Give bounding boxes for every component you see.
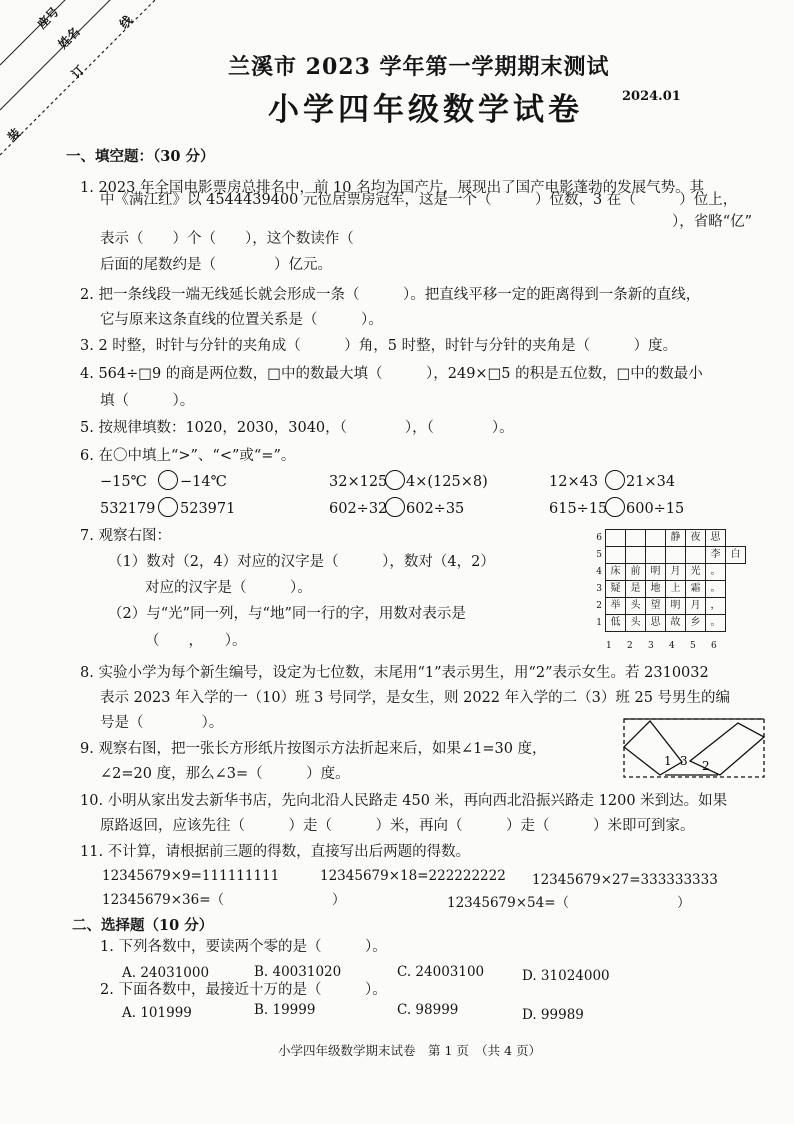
c2-option-a[interactable]: A. 101999	[122, 1005, 192, 1021]
q6-r2-c: 615÷15	[549, 501, 608, 517]
q1-line3a: 表示（ ）个（ ），这个数读作（	[100, 231, 354, 247]
grid-cell: 头	[626, 598, 646, 615]
c1-option-c[interactable]: C. 24003100	[397, 964, 485, 980]
q11-line1: 11. 不计算，请根据前三题的得数，直接写出后两题的得数。	[80, 844, 471, 860]
grid-col-label: 5	[690, 641, 696, 651]
grid-cell: 床	[606, 564, 626, 581]
q6-r2-c2: 600÷15	[626, 501, 685, 517]
q2-line1: 2. 把一条线段一端无线延长就会形成一条（ ）。把直线平移一定的距离得到一条新的直线，	[80, 287, 701, 303]
grid-cell: 前	[626, 564, 646, 581]
q6-r1-b2: 4×(125×8)	[406, 474, 488, 490]
grid-cell: 。	[706, 615, 726, 632]
fold-figure	[620, 717, 770, 783]
grid-cell: 明	[666, 598, 686, 615]
grid-cell: 低	[606, 615, 626, 632]
q8-line3: 号是（ ）。	[100, 715, 224, 731]
q7-line5: （ ， ）。	[145, 633, 247, 649]
c1-option-a[interactable]: A. 24031000	[122, 965, 210, 981]
q6-r2-b-circle[interactable]	[385, 497, 405, 517]
c2-option-c[interactable]: C. 98999	[397, 1002, 459, 1018]
grid-row	[590, 581, 746, 598]
grid-cell: 李	[706, 547, 726, 564]
c2-option-b[interactable]: B. 19999	[254, 1002, 316, 1018]
grid-col-label: 2	[627, 641, 633, 651]
grid-cell: 明	[646, 564, 666, 581]
binding-xian: 线	[116, 12, 136, 32]
grid-row-label: 1	[596, 618, 602, 628]
q6-r1-c-circle[interactable]	[605, 470, 625, 490]
c2-question: 2. 下面各数中，最接近十万的是（ ）。	[100, 982, 387, 998]
q9-line1: 9. 观察右图，把一张长方形纸片按图示方法折起来后，如果∠1=30 度，	[80, 741, 547, 757]
q6-line1: 6. 在〇中填上“>”、“<”或“=”。	[80, 448, 296, 464]
q9-line2: ∠2=20 度，那么∠3=（ ）度。	[100, 766, 350, 782]
grid-row-label: 6	[596, 533, 602, 543]
grid-cell: 思	[706, 530, 726, 547]
c1-option-d[interactable]: D. 31024000	[522, 968, 610, 984]
q6-r2-a2: 523971	[180, 501, 236, 517]
page-footer: 小学四年级数学期末试卷 第 1 页 （共 4 页）	[278, 1043, 542, 1058]
grid-row	[590, 530, 746, 547]
q7-line1: 7. 观察右图：	[80, 528, 171, 544]
grid-row	[590, 564, 746, 581]
grid-cell: 上	[666, 581, 686, 598]
angle3-label: 3	[680, 754, 688, 768]
grid-cell: 头	[626, 615, 646, 632]
q6-r1-a: −15℃	[100, 474, 147, 490]
grid-cell: 地	[646, 581, 666, 598]
section2-heading: 二、选择题（10 分）	[72, 917, 214, 934]
grid-cell	[646, 530, 666, 547]
q7-line2: （1）数对（2，4）对应的汉字是（ ），数对（4，2）	[108, 554, 495, 570]
grid-cell	[606, 547, 626, 564]
q11-eq4: 12345679×36=（ ）	[102, 892, 346, 908]
grid-cell	[726, 564, 746, 581]
grid-cell	[686, 547, 706, 564]
grid-cell: 举	[606, 598, 626, 615]
q1-line2: 中《满江红》以 4544439400 元位居票房冠军，这是一个（ ）位数，3 在（ ）位上，	[100, 192, 738, 208]
exam-date: 2024.01	[622, 89, 681, 104]
q1-line3b: ），省略“亿”	[672, 214, 753, 230]
binding-ding: 订	[68, 62, 88, 82]
q6-r2-b2: 602÷35	[406, 501, 465, 517]
q11-eq3: 12345679×27=333333333	[532, 872, 718, 888]
seat-label: 座号	[34, 4, 62, 32]
grid-row	[590, 615, 746, 632]
exam-title: 兰溪市 2023 学年第一学期期末测试	[228, 54, 610, 80]
q11-eq5: 12345679×54=（ ）	[447, 895, 691, 911]
grid-cell: 夜	[686, 530, 706, 547]
grid-cell: 望	[646, 598, 666, 615]
grid-cell: 是	[626, 581, 646, 598]
q7-line4: （2）与“光”同一列，与“地”同一行的字，用数对表示是	[108, 606, 466, 622]
grid-row-label: 2	[596, 601, 602, 611]
q3-line1: 3. 2 时整，时针与分针的夹角成（ ）角，5 时整，时针与分针的夹角是（ ）度。	[80, 338, 678, 354]
grid-cell	[726, 615, 746, 632]
q6-r1-a2: −14℃	[180, 474, 227, 490]
angle1-label: 1	[664, 754, 672, 768]
grid-row-label: 4	[596, 567, 602, 577]
q1-line1: 1. 2023 年全国电影票房总排名中，前 10 名均为国产片，展现出了国产电影蓬勃的发展气势。其	[80, 180, 705, 196]
grid-cell: 白	[726, 547, 746, 564]
grid-cell	[666, 547, 686, 564]
grid-cell	[726, 598, 746, 615]
name-label: 姓名	[55, 24, 83, 52]
q6-r1-b-circle[interactable]	[385, 470, 405, 490]
grid-cell: 疑	[606, 581, 626, 598]
q6-r2-c-circle[interactable]	[605, 497, 625, 517]
q6-r1-c2: 21×34	[626, 474, 676, 490]
grid-cell: 思	[646, 615, 666, 632]
q6-r1-c: 12×43	[549, 474, 599, 490]
grid-cell	[626, 547, 646, 564]
grid-row-label: 5	[596, 550, 602, 560]
q6-r2-a-circle[interactable]	[158, 497, 178, 517]
grid-cell: 静	[666, 530, 686, 547]
coordinate-grid	[590, 529, 746, 632]
paper-title: 小学四年级数学试卷	[268, 92, 583, 128]
grid-cell	[606, 530, 626, 547]
grid-col-label: 1	[606, 641, 612, 651]
grid-col-label: 3	[648, 641, 654, 651]
grid-cell: 月	[666, 564, 686, 581]
grid-cell: 乡	[686, 615, 706, 632]
q10-line2: 原路返回，应该先往（ ）走（ ）米，再向（ ）走（ ）米即可到家。	[100, 818, 695, 834]
grid-col-label: 6	[711, 641, 717, 651]
binding-zhuang: 装	[4, 125, 24, 145]
c1-option-b[interactable]: B. 40031020	[254, 964, 342, 980]
q4-line2: 填（ ）。	[100, 393, 195, 409]
q6-r2-b: 602÷32	[329, 501, 388, 517]
grid-col-label: 4	[669, 641, 675, 651]
q8-line2: 表示 2023 年入学的一（10）班 3 号同学，是女生，则 2022 年入学的二（3）班 25 号男生的编	[100, 690, 731, 706]
grid-cell	[726, 530, 746, 547]
q6-r1-b: 32×125	[329, 474, 388, 490]
grid-row-label: 3	[596, 584, 602, 594]
q11-eq1: 12345679×9=111111111	[102, 868, 280, 884]
q6-r1-a-circle[interactable]	[158, 470, 178, 490]
grid-row	[590, 547, 746, 564]
c2-option-d[interactable]: D. 99989	[522, 1007, 584, 1023]
grid-cell: ，	[706, 598, 726, 615]
c1-question: 1. 下列各数中，要读两个零的是（ ）。	[100, 939, 387, 955]
grid-cell: 霜	[686, 581, 706, 598]
section1-heading: 一、填空题：（30 分）	[66, 148, 215, 165]
grid-cell: 故	[666, 615, 686, 632]
q8-line1: 8. 实验小学为每个新生编号，设定为七位数，末尾用“1”表示男生，用“2”表示女生。若 2310032	[80, 665, 709, 681]
grid-cell: 。	[706, 564, 726, 581]
q7-line3: 对应的汉字是（ ）。	[145, 580, 312, 596]
grid-cell: 月	[686, 598, 706, 615]
grid-cell: 。	[706, 581, 726, 598]
grid-row	[590, 598, 746, 615]
grid-cell	[726, 581, 746, 598]
grid-cell	[646, 547, 666, 564]
q6-r2-a: 532179	[100, 501, 156, 517]
q2-line2: 它与原来这条直线的位置关系是（ ）。	[100, 312, 383, 328]
grid-cell: 光	[686, 564, 706, 581]
angle2-label: 2	[702, 759, 710, 773]
grid-cell	[626, 530, 646, 547]
q5-line1: 5. 按规律填数：1020，2030，3040，（ ），（ ）。	[80, 420, 514, 436]
q11-eq2: 12345679×18=222222222	[320, 868, 506, 884]
q1-line4: 后面的尾数约是（ ）亿元。	[100, 257, 332, 273]
q10-line1: 10. 小明从家出发去新华书店，先向北沿人民路走 450 米，再向西北沿振兴路走 1200 米到达。如果	[80, 793, 728, 809]
q4-line1: 4. 564÷□9 的商是两位数，□中的数最大填（ ），249×□5 的积是五位数，□中的数最小	[80, 366, 703, 382]
